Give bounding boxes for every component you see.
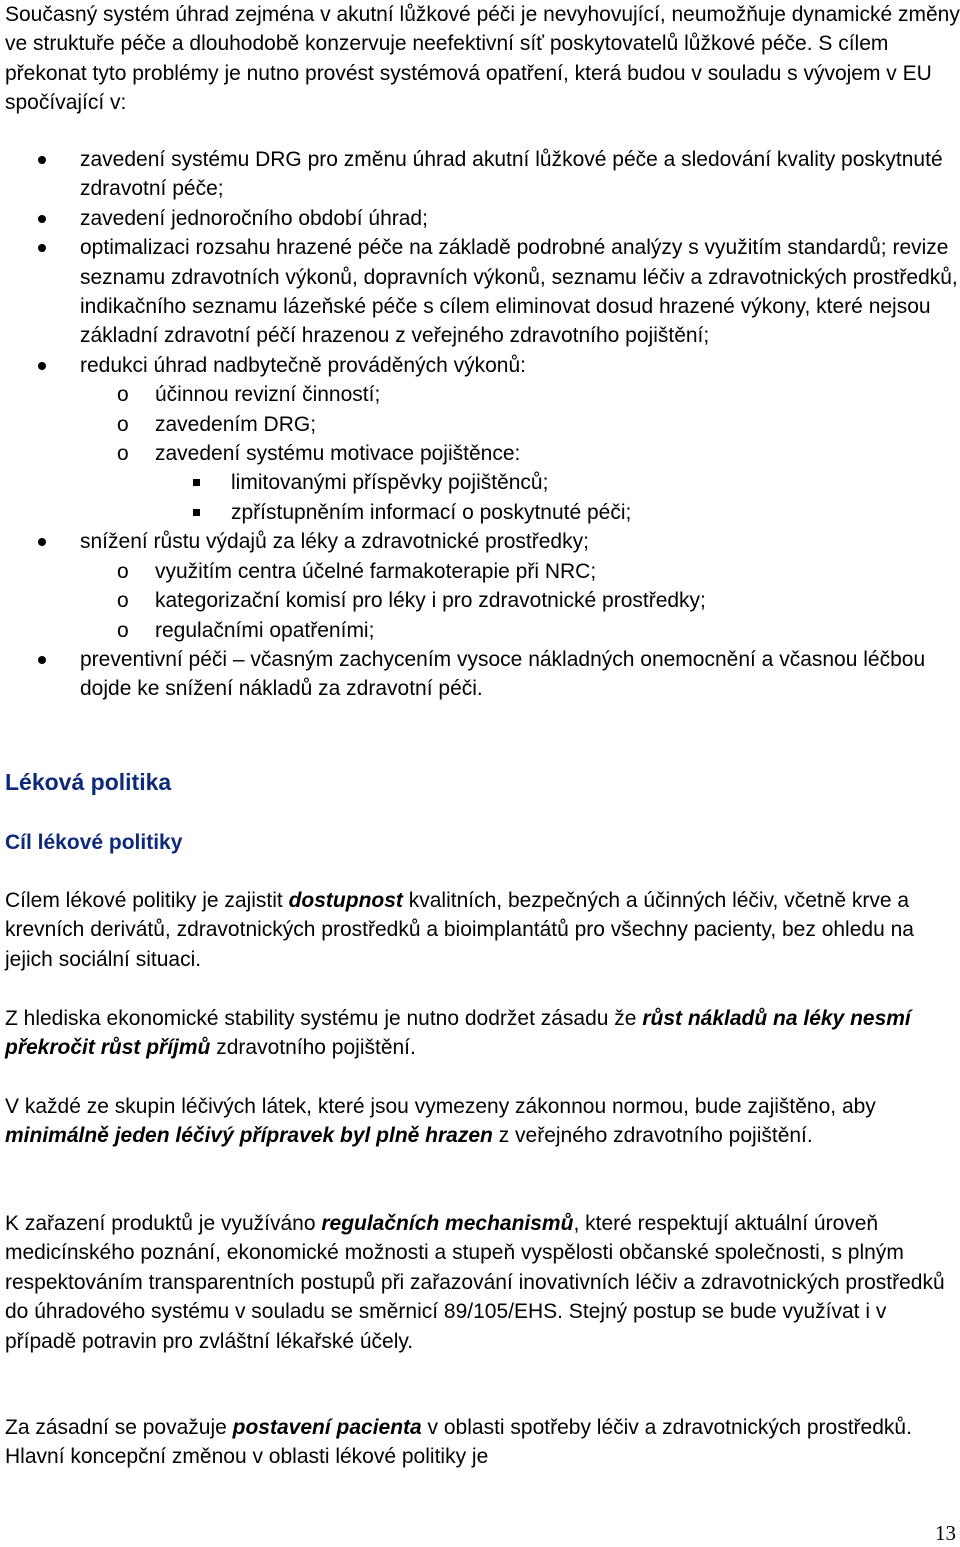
circle-bullet-icon: o xyxy=(117,383,129,407)
paragraph: Cílem lékové politiky je zajistit dostupnost kvalitních, bezpečných a účinných léčiv, včetně krve a krevních derivátů, zdravotnických prostředků a bioimplantátů pro všechny pacienty, bez ohledu na jejich sociální situaci. xyxy=(5,889,914,971)
bullet-icon xyxy=(38,656,46,664)
section-heading: Léková politika xyxy=(5,769,172,795)
circle-bullet-icon: o xyxy=(117,589,129,613)
bullet-icon xyxy=(38,362,46,370)
bullet-icon xyxy=(38,215,46,223)
circle-bullet-icon: o xyxy=(117,412,129,436)
circle-bullet-icon: o xyxy=(117,559,129,583)
measures-list xyxy=(0,145,960,704)
circle-bullet-icon: o xyxy=(117,618,129,642)
sub-sub-list-item: zpřístupněním informací o poskytnuté péči; xyxy=(0,498,960,527)
sub-list-item: o kategorizační komisí pro léky i pro zdravotnické prostředky; xyxy=(0,586,960,615)
page-number: 13 xyxy=(935,1521,956,1545)
emphasis: minimálně jeden léčivý přípravek byl plně hrazen xyxy=(5,1124,493,1148)
intro-paragraph: Současný systém úhrad zejména v akutní lůžkové péči je nevyhovující, neumožňuje dynamické změny ve struktuře péče a dlouhodobě konzervuje neefektivní síť poskytovatelů lůžkové péče. S cílem překonat tyto problémy je nutno provést systémová opatření, která budou v souladu s vývojem v EU spočívající v: xyxy=(5,3,960,115)
paragraph: V každé ze skupin léčivých látek, které jsou vymezeny zákonnou normou, bude zajištěno, aby minimálně jeden léčivý přípravek byl plně hrazen z veřejného zdravotního pojištění. xyxy=(5,1095,876,1148)
paragraph: Z hlediska ekonomické stability systému je nutno dodržet zásadu že růst nákladů na léky nesmí překročit růst příjmů zdravotního pojištění. xyxy=(5,1007,911,1060)
bullet-icon xyxy=(38,538,46,546)
list-item: preventivní péči – včasným zachycením vysoce nákladných onemocnění a včasnou léčbou dojde ke snížení nákladů za zdravotní péči. xyxy=(0,645,960,704)
bullet-icon xyxy=(38,244,46,252)
sub-list-item: o zavedení systému motivace pojištěnce: xyxy=(0,439,960,468)
square-bullet-icon xyxy=(193,479,200,486)
paragraph: K zařazení produktů je využíváno regulačních mechanismů, které respektují aktuální úroveň medicínského poznání, ekonomické možnosti a stupeň vyspělosti občanské společnosti, s plným respektováním transparentních postupů při zařazování inovativních léčiv a zdravotnických prostředků do úhradového systému v souladu se směrnicí 89/105/EHS. Stejný postup se bude využívat i v případě potravin pro zvláštní lékařské účely. xyxy=(5,1212,945,1353)
bullet-icon xyxy=(38,156,46,164)
sub-list-item: o regulačními opatřeními; xyxy=(0,616,960,645)
square-bullet-icon xyxy=(193,509,200,516)
circle-bullet-icon: o xyxy=(117,442,129,466)
list-item: zavedení systému DRG pro změnu úhrad akutní lůžkové péče a sledování kvality poskytnuté zdravotní péče; xyxy=(0,145,960,204)
sub-sub-list-item: limitovanými příspěvky pojištěnců; xyxy=(0,468,960,497)
sub-list-item: o účinnou revizní činností; xyxy=(0,380,960,409)
list-item: optimalizaci rozsahu hrazené péče na základě podrobné analýzy s využitím standardů; revize seznamu zdravotních výkonů, dopravních výkonů, seznamu léčiv a zdravotnických prostředků, indikačního seznamu lázeňské péče s cílem eliminovat dosud hrazené výkony, které nejsou základní zdravotní péčí hrazenou z veřejného zdravotního pojištění; xyxy=(0,233,960,351)
emphasis: růst nákladů na léky nesmí překročit růst příjmů xyxy=(5,1007,911,1060)
sub-list-item: o zavedením DRG; xyxy=(0,410,960,439)
list-item: zavedení jednoročního období úhrad; xyxy=(0,204,960,233)
list-item: snížení růstu výdajů za léky a zdravotnické prostředky; xyxy=(0,527,960,556)
sub-list-item: o využitím centra účelné farmakoterapie při NRC; xyxy=(0,557,960,586)
emphasis: postavení pacienta xyxy=(232,1416,422,1439)
emphasis: dostupnost xyxy=(288,889,403,912)
list-item: redukci úhrad nadbytečně prováděných výkonů: xyxy=(0,351,960,380)
paragraph: Za zásadní se považuje postavení pacienta v oblasti spotřeby léčiv a zdravotnických prostředků. Hlavní koncepční změnou v oblasti lékové politiky je xyxy=(5,1416,912,1469)
subsection-heading: Cíl lékové politiky xyxy=(5,831,183,854)
emphasis: regulačních mechanismů xyxy=(321,1212,574,1235)
